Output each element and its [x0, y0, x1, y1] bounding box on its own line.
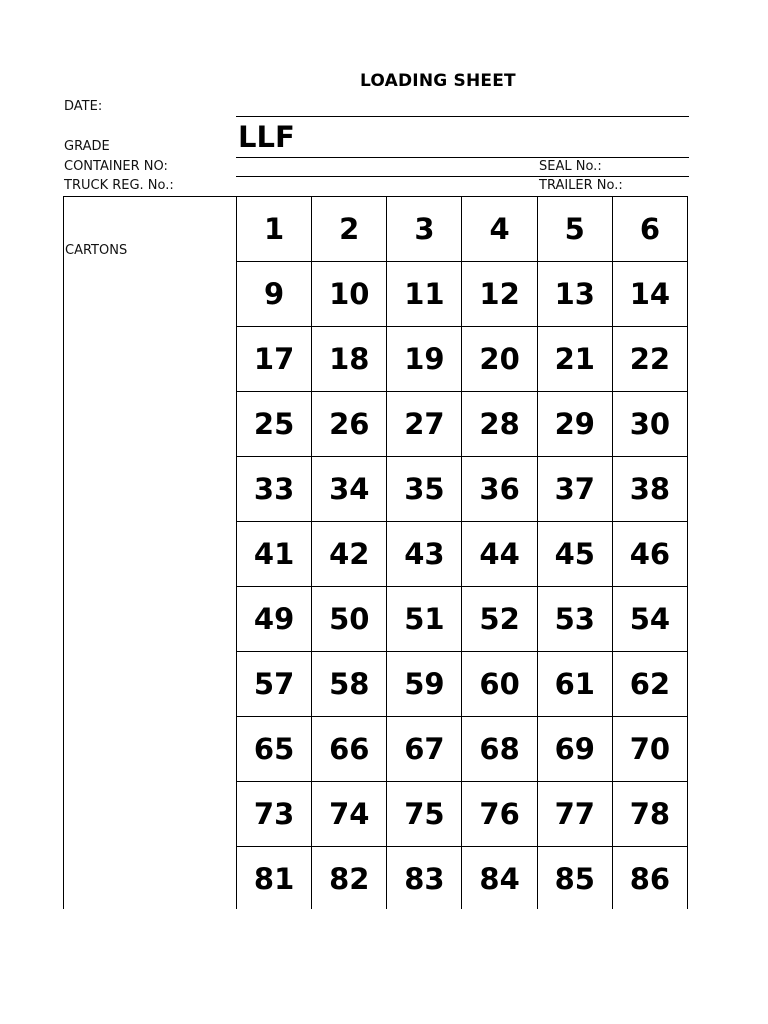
carton-cell: 44 — [462, 522, 537, 587]
carton-cell: 42 — [312, 522, 387, 587]
carton-cell: 4 — [462, 197, 537, 262]
carton-cell: 35 — [387, 457, 462, 522]
carton-cell: 11 — [387, 262, 462, 327]
grade-label: GRADE — [64, 139, 110, 154]
carton-cell: 12 — [462, 262, 537, 327]
carton-cell: 10 — [312, 262, 387, 327]
carton-cell: 17 — [237, 327, 312, 392]
carton-cell: 29 — [538, 392, 613, 457]
carton-cell: 83 — [387, 847, 462, 909]
carton-cell: 18 — [312, 327, 387, 392]
carton-cell: 70 — [613, 717, 688, 782]
carton-cell: 78 — [613, 782, 688, 847]
carton-cell: 57 — [237, 652, 312, 717]
container-line — [236, 176, 689, 177]
carton-cell: 3 — [387, 197, 462, 262]
carton-cell: 75 — [387, 782, 462, 847]
carton-cell: 69 — [538, 717, 613, 782]
carton-cell: 54 — [613, 587, 688, 652]
carton-cell: 43 — [387, 522, 462, 587]
truck-reg-label: TRUCK REG. No.: — [64, 178, 174, 193]
container-no-label: CONTAINER NO: — [64, 159, 168, 174]
carton-cell: 59 — [387, 652, 462, 717]
carton-cell: 49 — [237, 587, 312, 652]
trailer-no-label: TRAILER No.: — [539, 178, 623, 193]
carton-cell: 53 — [538, 587, 613, 652]
carton-cell: 19 — [387, 327, 462, 392]
seal-no-label: SEAL No.: — [539, 159, 602, 174]
carton-cell: 41 — [237, 522, 312, 587]
carton-cell: 1 — [237, 197, 312, 262]
carton-cell: 2 — [312, 197, 387, 262]
carton-cell: 68 — [462, 717, 537, 782]
carton-cell: 61 — [538, 652, 613, 717]
carton-cell: 27 — [387, 392, 462, 457]
carton-cell: 9 — [237, 262, 312, 327]
carton-cell: 50 — [312, 587, 387, 652]
cartons-left-border — [63, 196, 64, 909]
carton-cell: 86 — [613, 847, 688, 909]
carton-cell: 76 — [462, 782, 537, 847]
carton-cell: 67 — [387, 717, 462, 782]
carton-cell: 73 — [237, 782, 312, 847]
carton-cell: 74 — [312, 782, 387, 847]
carton-cell: 81 — [237, 847, 312, 909]
carton-cell: 85 — [538, 847, 613, 909]
carton-cell: 77 — [538, 782, 613, 847]
carton-cell: 22 — [613, 327, 688, 392]
carton-cell: 45 — [538, 522, 613, 587]
grade-value: LLF — [238, 120, 295, 154]
carton-cell: 36 — [462, 457, 537, 522]
carton-cell: 14 — [613, 262, 688, 327]
carton-cell: 58 — [312, 652, 387, 717]
date-line — [236, 116, 689, 117]
carton-cell: 66 — [312, 717, 387, 782]
date-label: DATE: — [64, 99, 103, 114]
carton-cell: 20 — [462, 327, 537, 392]
carton-cell: 51 — [387, 587, 462, 652]
carton-cell: 62 — [613, 652, 688, 717]
carton-cell: 37 — [538, 457, 613, 522]
carton-cell: 21 — [538, 327, 613, 392]
cartons-label: CARTONS — [65, 243, 128, 258]
cartons-grid — [236, 196, 688, 909]
carton-cell: 84 — [462, 847, 537, 909]
carton-cell: 65 — [237, 717, 312, 782]
carton-cell: 82 — [312, 847, 387, 909]
carton-cell: 5 — [538, 197, 613, 262]
carton-cell: 46 — [613, 522, 688, 587]
carton-cell: 6 — [613, 197, 688, 262]
carton-cell: 34 — [312, 457, 387, 522]
carton-cell: 52 — [462, 587, 537, 652]
carton-cell: 30 — [613, 392, 688, 457]
carton-cell: 28 — [462, 392, 537, 457]
carton-cell: 60 — [462, 652, 537, 717]
grade-line — [236, 157, 689, 158]
carton-cell: 38 — [613, 457, 688, 522]
carton-cell: 33 — [237, 457, 312, 522]
carton-cell: 25 — [237, 392, 312, 457]
carton-cell: 26 — [312, 392, 387, 457]
page-title: LOADING SHEET — [360, 71, 516, 91]
carton-cell: 13 — [538, 262, 613, 327]
cartons-top-border — [63, 196, 237, 197]
